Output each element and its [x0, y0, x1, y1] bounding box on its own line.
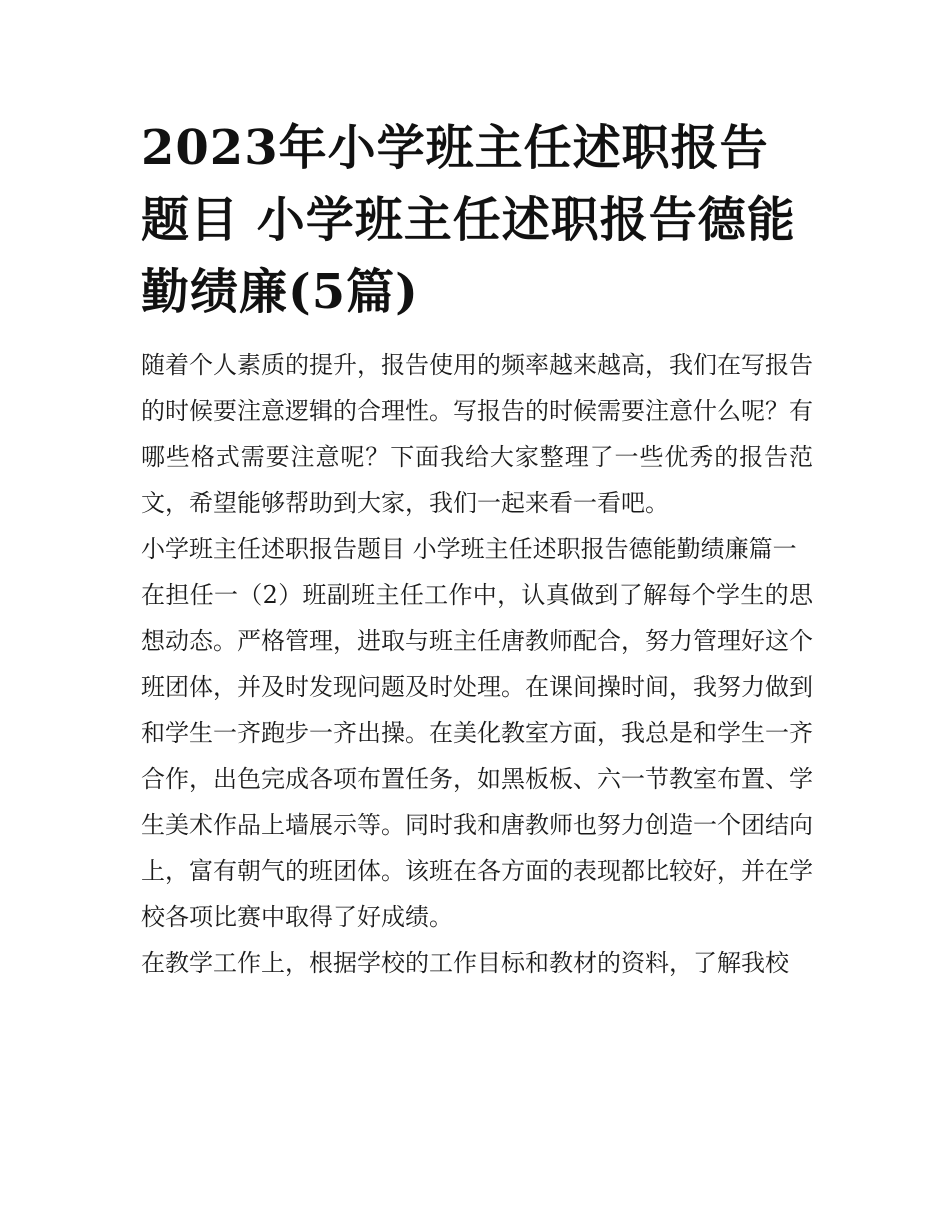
body-paragraph-2: 在教学工作上，根据学校的工作目标和教材的资料，了解我校: [141, 949, 789, 977]
intro-paragraph: 随着个人素质的提升，报告使用的频率越来越高，我们在写报告的时候要注意逻辑的合理性。写报告的时候需要注意什么呢？有哪些格式需要注意呢？下面我给大家整理了一些优秀的报告范文，希望能够帮助到大家，我们一起来看一看吧。: [141, 351, 813, 517]
body-paragraph-1: 在担任一（2）班副班主任工作中，认真做到了解每个学生的思想动态。严格管理，进取与班主任唐教师配合，努力管理好这个班团体，并及时发现问题及时处理。在课间操时间，我努力做到和学生一齐跑步一齐出操。在美化教室方面，我总是和学生一齐合作，出色完成各项布置任务，如黑板板、六一节教室布置、学生美术作品上墙展示等。同时我和唐教师也努力创造一个团结向上，富有朝气的班团体。该班在各方面的表现都比较好，并在学校各项比赛中取得了好成绩。: [141, 581, 813, 931]
section-heading: 小学班主任述职报告题目 小学班主任述职报告德能勤绩廉篇一: [141, 535, 797, 563]
document-content: [141, 112, 813, 986]
document-title: 2023年小学班主任述职报告题目 小学班主任述职报告德能勤绩廉(5篇): [141, 120, 796, 320]
